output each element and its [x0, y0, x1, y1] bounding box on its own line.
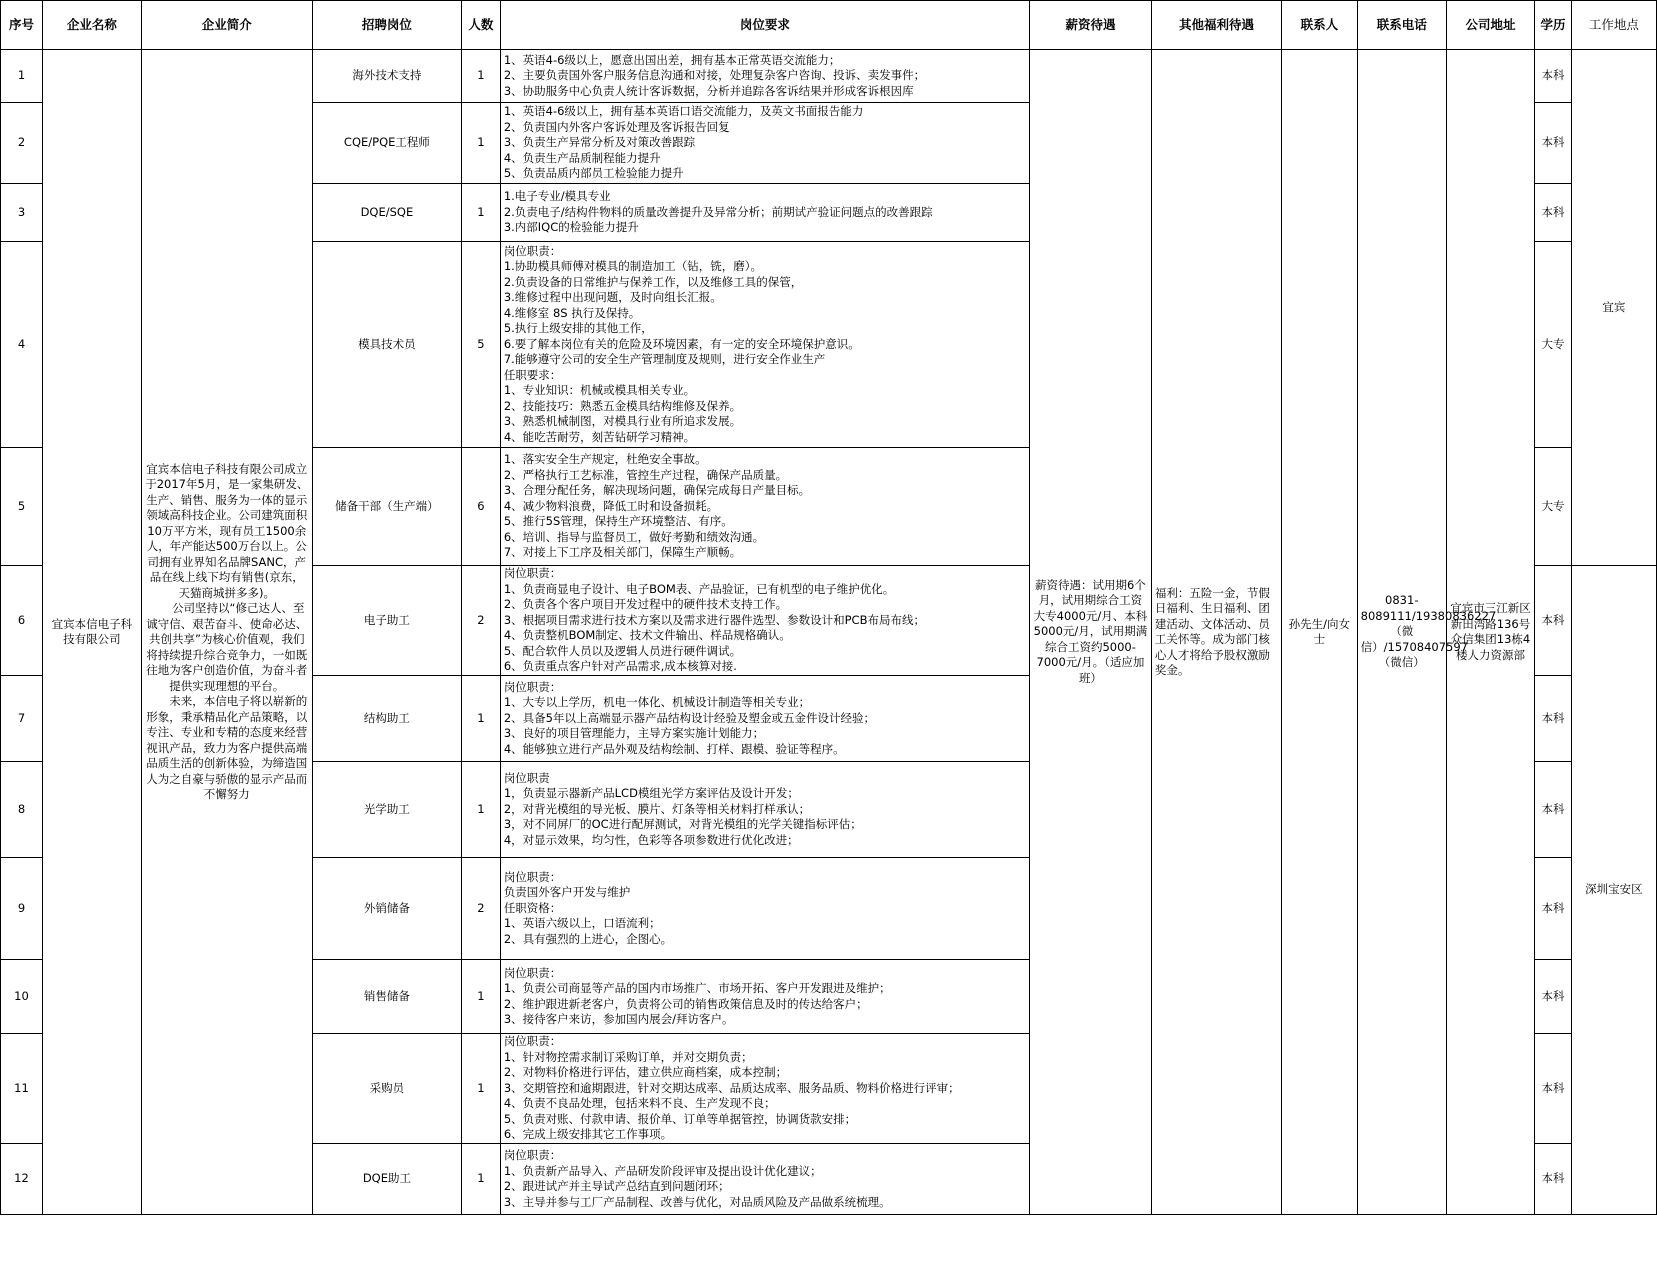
row-count: 5 [461, 242, 500, 448]
header-intro: 企业简介 [141, 1, 312, 50]
row-seq: 1 [1, 50, 43, 103]
phone-cell: 0831-8089111/19380836227（微信）/15708407597（微信） [1357, 50, 1446, 1215]
benefits-cell: 福利：五险一金，节假日福利、生日福利、团建活动、文体活动、员工关怀等。成为部门核心人才将给予股权激励奖金。 [1151, 50, 1281, 1215]
header-benefits: 其他福利待遇 [1151, 1, 1281, 50]
address-cell: 宜宾市三江新区新田湾路136号众信集团13栋4楼人力资源部 [1446, 50, 1534, 1215]
row-education: 本科 [1535, 566, 1572, 676]
row-education: 本科 [1535, 50, 1572, 103]
row-count: 1 [461, 50, 500, 103]
location-cell: 宜宾 [1571, 50, 1656, 566]
row-requirements: 1、英语4-6级以上，拥有基本英语口语交流能力，及英文书面报告能力 2、负责国内外客户客诉处理及客诉报告回复 3、负责生产异常分析及对策改善跟踪 4、负责生产品质制程能力提升 5、负责品质内部员工检验能力提升 [500, 103, 1029, 184]
row-seq: 5 [1, 448, 43, 566]
row-requirements: 1、英语4-6级以上，愿意出国出差，拥有基本正常英语交流能力； 2、主要负责国外客户服务信息沟通和对接，处理复杂客户咨询、投诉、卖发事件； 3、协助服务中心负责人统计客诉数据，分析并追踪各客诉结果并形成客诉根因库 [500, 50, 1029, 103]
row-education: 本科 [1535, 184, 1572, 242]
contact-cell: 孙先生/向女士 [1282, 50, 1358, 1215]
row-seq: 9 [1, 858, 43, 960]
row-requirements: 岗位职责： 1、负责商显电子设计、电子BOM表、产品验证，已有机型的电子维护优化。 2、负责各个客户项目开发过程中的硬件技术支持工作。 3、根据项目需求进行技术方案以及需求进行器件选型、参数设计和PCB布局布线； 4、负责整机BOM制定、技术文件输出、样品规格确认。 5、配合软件人员以及逻辑人员进行硬件调试。 6、负责重点客户针对产品需求,成本核算对接. [500, 566, 1029, 676]
row-position: 模具技术员 [312, 242, 461, 448]
header-seq: 序号 [1, 1, 43, 50]
row-education: 本科 [1535, 762, 1572, 858]
row-education: 本科 [1535, 1034, 1572, 1144]
salary-cell: 薪资待遇：试用期6个月，试用期综合工资大专4000元/月、本科5000元/月，试用期满综合工资约5000-7000元/月。（适应加班） [1030, 50, 1152, 1215]
row-education: 本科 [1535, 960, 1572, 1034]
row-count: 1 [461, 676, 500, 762]
row-education: 本科 [1535, 1144, 1572, 1215]
row-count: 1 [461, 960, 500, 1034]
row-count: 1 [461, 184, 500, 242]
row-position: CQE/PQE工程师 [312, 103, 461, 184]
row-position: 光学助工 [312, 762, 461, 858]
row-requirements: 1.电子专业/模具专业 2.负责电子/结构件物料的质量改善提升及异常分析；前期试产验证问题点的改善跟踪 3.内部IQC的检验能力提升 [500, 184, 1029, 242]
row-seq: 8 [1, 762, 43, 858]
header-salary: 薪资待遇 [1030, 1, 1152, 50]
row-requirements: 岗位职责： 1、针对物控需求制订采购订单，并对交期负责； 2、对物料价格进行评估，建立供应商档案，成本控制； 3、交期管控和逾期跟进，针对交期达成率、品质达成率、服务品质、物料价格进行评审； 4、负责不良品处理，包括来料不良、生产发现不良； 5、负责对账、付款申请、报价单、订单等单据管控，协调货款安排； 6、完成上级安排其它工作事项。 [500, 1034, 1029, 1144]
row-seq: 7 [1, 676, 43, 762]
row-count: 1 [461, 762, 500, 858]
row-seq: 11 [1, 1034, 43, 1144]
row-seq: 6 [1, 566, 43, 676]
row-count: 1 [461, 103, 500, 184]
row-seq: 12 [1, 1144, 43, 1215]
row-seq: 3 [1, 184, 43, 242]
row-position: DQE助工 [312, 1144, 461, 1215]
row-count: 1 [461, 1144, 500, 1215]
header-position: 招聘岗位 [312, 1, 461, 50]
header-education: 学历 [1535, 1, 1572, 50]
row-requirements: 岗位职责： 1、负责公司商显等产品的国内市场推广、市场开拓、客户开发跟进及维护； 2、维护跟进新老客户，负责将公司的销售政策信息及时的传达给客户； 3、接待客户来访，参加国内展会/拜访客户。 [500, 960, 1029, 1034]
row-position: 电子助工 [312, 566, 461, 676]
row-count: 2 [461, 858, 500, 960]
row-requirements: 岗位职责 1，负责显示器新产品LCD模组光学方案评估及设计开发； 2，对背光模组的导光板、膜片、灯条等相关材料打样承认； 3，对不同屏厂的OC进行配屏测试，对背光模组的光学关键指标评估； 4，对显示效果，均匀性，色彩等各项参数进行优化改进； [500, 762, 1029, 858]
header-count: 人数 [461, 1, 500, 50]
table-row [1, 50, 1657, 103]
row-education: 大专 [1535, 448, 1572, 566]
header-address: 公司地址 [1446, 1, 1534, 50]
row-position: DQE/SQE [312, 184, 461, 242]
row-position: 储备干部（生产端） [312, 448, 461, 566]
row-position: 外销储备 [312, 858, 461, 960]
row-education: 大专 [1535, 242, 1572, 448]
header-row [1, 1, 1657, 50]
row-requirements: 岗位职责： 1、大专以上学历，机电一体化、机械设计制造等相关专业； 2、具备5年以上高端显示器产品结构设计经验及塑金或五金件设计经验； 3、良好的项目管理能力，主导方案实施计划能力； 4、能够独立进行产品外观及结构绘制、打样、跟模、验证等程序。 [500, 676, 1029, 762]
row-count: 6 [461, 448, 500, 566]
row-requirements: 岗位职责： 负责国外客户开发与维护 任职资格： 1、英语六级以上，口语流利； 2、具有强烈的上进心，企图心。 [500, 858, 1029, 960]
row-position: 结构助工 [312, 676, 461, 762]
header-company: 企业名称 [43, 1, 142, 50]
company-name: 宜宾本信电子科技有限公司 [43, 50, 142, 1215]
row-seq: 4 [1, 242, 43, 448]
row-education: 本科 [1535, 858, 1572, 960]
row-education: 本科 [1535, 676, 1572, 762]
location-cell: 深圳宝安区 [1571, 566, 1656, 1215]
row-requirements: 1、落实安全生产规定，杜绝安全事故。 2、严格执行工艺标准，管控生产过程，确保产品质量。 3、合理分配任务，解决现场问题，确保完成每日产量目标。 4、减少物料浪费，降低工时和设备损耗。 5、推行5S管理，保持生产环境整洁、有序。 6、培训、指导与监督员工，做好考勤和绩效沟通。 7、对接上下工序及相关部门，保障生产顺畅。 [500, 448, 1029, 566]
company-intro: 宜宾本信电子科技有限公司成立于2017年5月，是一家集研发、生产、销售、服务为一体的显示领域高科技企业。公司建筑面积10万平方米，现有员工1500余人，年产能达500万台以上。公司拥有业界知名品牌SANC，产品在线上线下均有销售(京东，天猫商城拼多多)。 公司坚持以“修己达人、至诚守信、艰苦奋斗、使命必达、共创共享”为核心价值观，我们将持续提升综合竞争力，一如既往地为客户创造价值，为奋斗者提供实现理想的平台。 未来，本信电子将以崭新的形象，秉承精品化产品策略，以专注、专业和专精的态度来经营视讯产品，致力为客户提供高端品质生活的创新体验，为缔造国人为之自豪与骄傲的显示产品而不懈努力 [141, 50, 312, 1215]
header-contact: 联系人 [1282, 1, 1358, 50]
row-requirements: 岗位职责： 1.协助模具师傅对模具的制造加工（钻，铣，磨）。 2.负责设备的日常维护与保养工作，以及维修工具的保管， 3.维修过程中出现问题，及时向组长汇报。 4.维修室 8S 执行及保持。 5.执行上级安排的其他工作， 6.要了解本岗位有关的危险及环境因素，有一定的安全环境保护意识。 7.能够遵守公司的安全生产管理制度及规则，进行安全作业生产 任职要求： 1、专业知识：机械或模具相关专业。 2、技能技巧：熟悉五金模具结构维修及保养。 3、熟悉机械制图，对模具行业有所追求发展。 4、能吃苦耐劳，刻苦钻研学习精神。 [500, 242, 1029, 448]
row-position: 海外技术支持 [312, 50, 461, 103]
row-requirements: 岗位职责： 1、负责新产品导入、产品研发阶段评审及提出设计优化建议； 2、跟进试产并主导试产总结直到问题闭环； 3、主导并参与工厂产品制程、改善与优化，对品质风险及产品做系统梳理。 [500, 1144, 1029, 1215]
header-requirements: 岗位要求 [500, 1, 1029, 50]
header-location: 工作地点 [1571, 1, 1656, 50]
row-position: 采购员 [312, 1034, 461, 1144]
header-phone: 联系电话 [1357, 1, 1446, 50]
row-seq: 2 [1, 103, 43, 184]
row-count: 2 [461, 566, 500, 676]
row-education: 本科 [1535, 103, 1572, 184]
row-count: 1 [461, 1034, 500, 1144]
row-seq: 10 [1, 960, 43, 1034]
row-position: 销售储备 [312, 960, 461, 1034]
